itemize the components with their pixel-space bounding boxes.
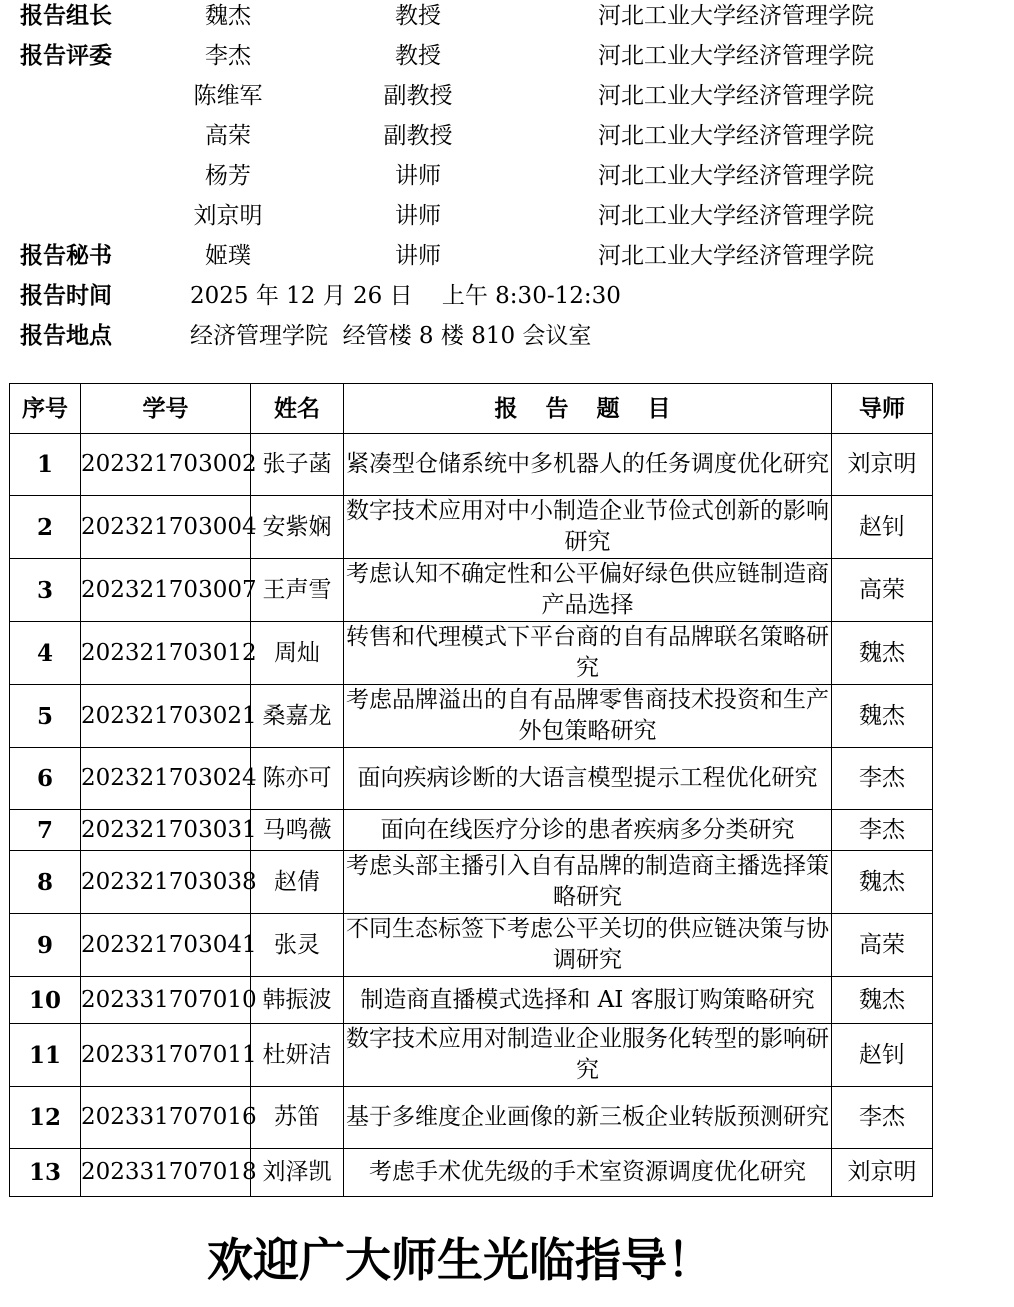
committee-org: 河北工业大学经济管理学院: [598, 203, 874, 229]
cell-advisor: 高荣: [832, 559, 933, 622]
committee-name: 魏杰: [205, 3, 251, 29]
cell-student-id: 202331707010: [81, 977, 251, 1024]
cell-name: 马鸣薇: [251, 810, 344, 851]
committee-role: 报告秘书: [20, 242, 112, 269]
cell-advisor: 魏杰: [832, 851, 933, 914]
cell-student-id: 202331707018: [81, 1149, 251, 1197]
cell-advisor: 高荣: [832, 914, 933, 977]
table-row: [10, 748, 933, 810]
table-row: [10, 851, 933, 914]
cell-name: 张灵: [251, 914, 344, 977]
cell-name: 张子菡: [251, 434, 344, 496]
committee-name: 杨芳: [205, 163, 251, 189]
report-place-value: 经济管理学院 经管楼 8 楼 810 会议室: [190, 323, 592, 349]
table-row: [10, 1024, 933, 1087]
cell-student-id: 202321703038: [81, 851, 251, 914]
cell-advisor: 赵钊: [832, 496, 933, 559]
committee-row: [0, 0, 1014, 40]
committee-row: [0, 80, 1014, 120]
committee-name: 高荣: [205, 123, 251, 149]
cell-advisor: 赵钊: [832, 1024, 933, 1087]
cell-index: 13: [10, 1149, 81, 1197]
cell-student-id: 202321703031: [81, 810, 251, 851]
committee-title: 副教授: [383, 83, 453, 109]
cell-advisor: 魏杰: [832, 622, 933, 685]
cell-name: 杜妍洁: [251, 1024, 344, 1087]
committee-row: [0, 160, 1014, 200]
report-time-label: 报告时间: [20, 282, 112, 309]
report-place-row: [0, 320, 1014, 360]
header-index: 序号: [10, 384, 81, 434]
cell-topic: 数字技术应用对制造业企业服务化转型的影响研究: [344, 1024, 832, 1087]
report-place-label: 报告地点: [20, 322, 112, 349]
committee-org: 河北工业大学经济管理学院: [598, 123, 874, 149]
committee-name: 李杰: [205, 43, 251, 69]
cell-student-id: 202321703004: [81, 496, 251, 559]
cell-advisor: 李杰: [832, 748, 933, 810]
committee-org: 河北工业大学经济管理学院: [598, 243, 874, 269]
cell-advisor: 魏杰: [832, 977, 933, 1024]
cell-index: 3: [10, 559, 81, 622]
committee-role: 报告评委: [20, 42, 112, 69]
cell-name: 桑嘉龙: [251, 685, 344, 748]
cell-index: 1: [10, 434, 81, 496]
committee-name: 姬璞: [205, 243, 251, 269]
table-row: [10, 977, 933, 1024]
cell-index: 11: [10, 1024, 81, 1087]
cell-index: 7: [10, 810, 81, 851]
table-row: [10, 622, 933, 685]
committee-row: [0, 40, 1014, 80]
committee-name: 刘京明: [193, 203, 263, 229]
cell-student-id: 202331707016: [81, 1087, 251, 1149]
cell-topic: 面向疾病诊断的大语言模型提示工程优化研究: [344, 748, 832, 810]
table-row: [10, 1087, 933, 1149]
table-header-row: [10, 384, 933, 434]
cell-index: 12: [10, 1087, 81, 1149]
cell-topic: 紧凑型仓储系统中多机器人的任务调度优化研究: [344, 434, 832, 496]
cell-student-id: 202321703024: [81, 748, 251, 810]
cell-name: 陈亦可: [251, 748, 344, 810]
table-row: [10, 685, 933, 748]
table-row: [10, 810, 933, 851]
header-student-id: 学号: [81, 384, 251, 434]
cell-topic: 考虑手术优先级的手术室资源调度优化研究: [344, 1149, 832, 1197]
cell-student-id: 202321703007: [81, 559, 251, 622]
committee-title: 教授: [395, 3, 441, 29]
cell-student-id: 202321703041: [81, 914, 251, 977]
cell-index: 2: [10, 496, 81, 559]
cell-name: 王声雪: [251, 559, 344, 622]
committee-org: 河北工业大学经济管理学院: [598, 83, 874, 109]
committee-title: 讲师: [395, 203, 441, 229]
cell-name: 刘泽凯: [251, 1149, 344, 1197]
header-name: 姓名: [251, 384, 344, 434]
committee-org: 河北工业大学经济管理学院: [598, 43, 874, 69]
cell-index: 10: [10, 977, 81, 1024]
cell-index: 6: [10, 748, 81, 810]
table-row: [10, 1149, 933, 1197]
cell-topic: 制造商直播模式选择和 AI 客服订购策略研究: [344, 977, 832, 1024]
table-row: [10, 914, 933, 977]
committee-row: [0, 120, 1014, 160]
committee-title: 副教授: [383, 123, 453, 149]
table-row: [10, 559, 933, 622]
schedule-table: [9, 383, 933, 1197]
cell-student-id: 202331707011: [81, 1024, 251, 1087]
table-row: [10, 496, 933, 559]
cell-topic: 转售和代理模式下平台商的自有品牌联名策略研究: [344, 622, 832, 685]
cell-topic: 考虑品牌溢出的自有品牌零售商技术投资和生产外包策略研究: [344, 685, 832, 748]
cell-advisor: 魏杰: [832, 685, 933, 748]
cell-topic: 面向在线医疗分诊的患者疾病多分类研究: [344, 810, 832, 851]
header-advisor: 导师: [832, 384, 933, 434]
cell-name: 韩振波: [251, 977, 344, 1024]
cell-topic: 不同生态标签下考虑公平关切的供应链决策与协调研究: [344, 914, 832, 977]
cell-advisor: 李杰: [832, 810, 933, 851]
cell-name: 安紫娴: [251, 496, 344, 559]
committee-name: 陈维军: [193, 83, 263, 109]
cell-student-id: 202321703002: [81, 434, 251, 496]
committee-title: 讲师: [395, 243, 441, 269]
cell-advisor: 李杰: [832, 1087, 933, 1149]
cell-name: 苏笛: [251, 1087, 344, 1149]
committee-info: [0, 0, 1014, 360]
committee-title: 教授: [395, 43, 441, 69]
table-row: [10, 434, 933, 496]
cell-name: 赵倩: [251, 851, 344, 914]
committee-role: 报告组长: [20, 2, 112, 29]
committee-row: [0, 200, 1014, 240]
cell-name: 周灿: [251, 622, 344, 685]
cell-index: 5: [10, 685, 81, 748]
cell-advisor: 刘京明: [832, 434, 933, 496]
committee-org: 河北工业大学经济管理学院: [598, 163, 874, 189]
report-time-row: [0, 280, 1014, 320]
cell-topic: 考虑头部主播引入自有品牌的制造商主播选择策略研究: [344, 851, 832, 914]
report-time-value: 2025 年 12 月 26 日 上午 8:30-12:30: [190, 283, 621, 309]
cell-index: 4: [10, 622, 81, 685]
cell-index: 9: [10, 914, 81, 977]
welcome-message: 欢迎广大师生光临指导！: [207, 1233, 713, 1287]
cell-student-id: 202321703012: [81, 622, 251, 685]
committee-org: 河北工业大学经济管理学院: [598, 3, 874, 29]
cell-topic: 基于多维度企业画像的新三板企业转版预测研究: [344, 1087, 832, 1149]
committee-title: 讲师: [395, 163, 441, 189]
cell-index: 8: [10, 851, 81, 914]
committee-row: [0, 240, 1014, 280]
cell-advisor: 刘京明: [832, 1149, 933, 1197]
header-topic: 报 告 题 目: [344, 384, 832, 434]
cell-topic: 数字技术应用对中小制造企业节俭式创新的影响研究: [344, 496, 832, 559]
cell-student-id: 202321703021: [81, 685, 251, 748]
cell-topic: 考虑认知不确定性和公平偏好绿色供应链制造商产品选择: [344, 559, 832, 622]
